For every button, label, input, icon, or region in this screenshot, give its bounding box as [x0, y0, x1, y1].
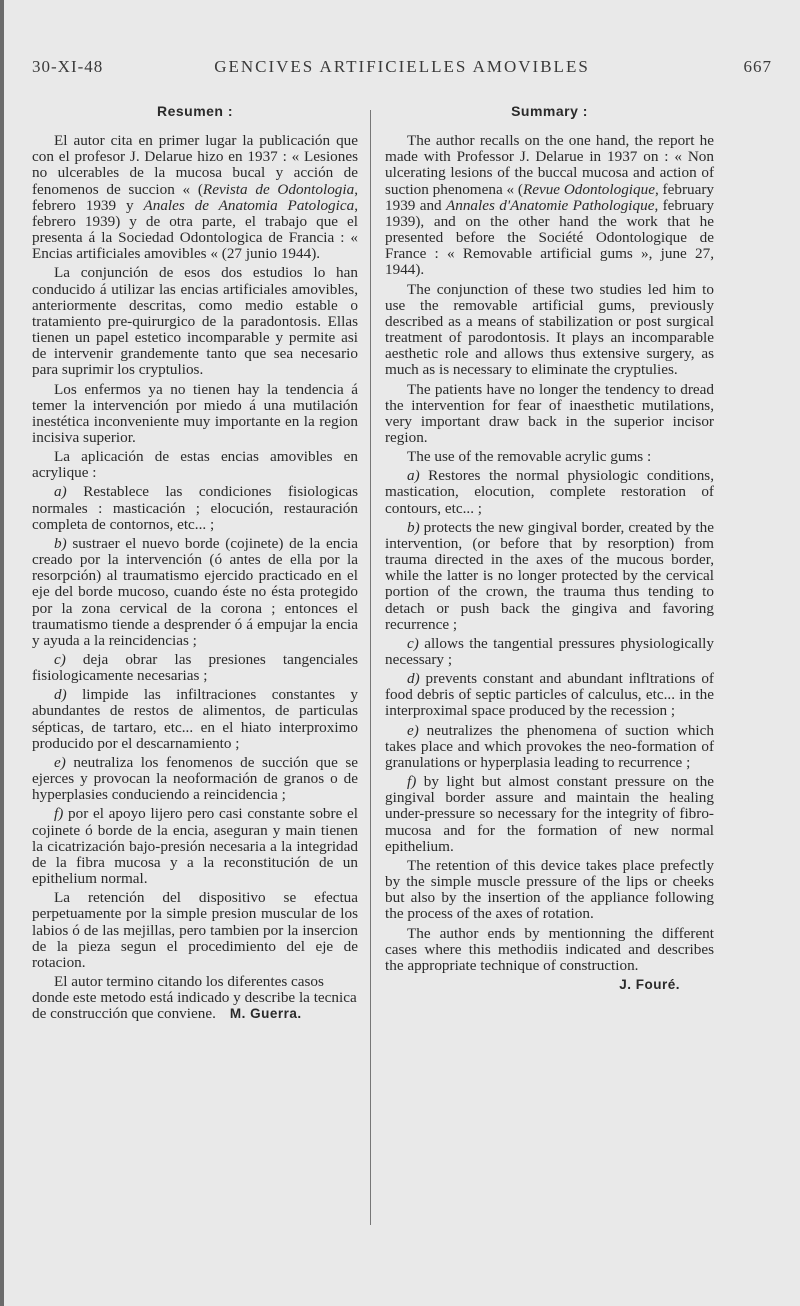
summary-paragraph-4: The use of the removable acrylic gums : [407, 448, 652, 466]
summary-item-a: a) Restores the normal physiologic conditions, mastication, elocution, complete restoration of contours, etc... ; [385, 467, 714, 517]
item-label: e) [54, 753, 66, 771]
summary-item-b: b) protects the new gingival border, created by the intervention, (or before that by resorption) from trauma directed in the axes of the mucous border, while the latter is no longer protected by the cervical portion of the crown, the trauma thus tending to detach or push back the gingiva and favoring recurrence ; [385, 518, 714, 633]
summary-paragraph-6: The author ends by mentionning the different cases where this methodiis indicated and describes the appropriate technique of construction. [385, 924, 714, 974]
page-edge [0, 0, 4, 1306]
resumen-item-a: a) Restablece las condiciones fisiologicas normales : masticación ; elocución, restauración completa de contornos, etc... ; [32, 483, 358, 533]
summary-item-f: f) by light but almost constant pressure on the gingival border assure and maintain the healing under-pressure so necessary for the integrity of fibro-mucosa and for the formation of new normal epithelium. [385, 773, 714, 855]
resumen-item-c: c) deja obrar las presiones tangenciales fisiologicamente necesarias ; [32, 651, 358, 685]
author-signature: J. Fouré. [619, 976, 680, 992]
summary-paragraph-1: The author recalls on the one hand, the report he made with Professor J. Delarue in 1937 on : « Non ulcerating lesions of the buccal mucosa and action of suction phenomena « (Revue Odontologique, february 1939 and Annales d'Anatomie Pathologique, february 1939), and on the other hand the work that he presented before the Société Odontologique de France : « Removable artificial gums », june 27, 1944). [385, 132, 714, 279]
resumen-paragraph-1: El autor cita en primer lugar la publicación que con el profesor J. Delarue hizo en 1937 : « Lesiones no ulcerables de la mucosa bucal y acción de fenomenos de succion « (Revista de Odontologia, febrero 1939 y Anales de Anatomia Patologica, febrero 1939) y de otra parte, el trabajo que el presenta á la Sociedad Odontologica de Francia : « Encias artificiales amovibles « (27 junio 1944). [32, 132, 358, 263]
item-label: a) [54, 483, 67, 501]
item-label: c) [54, 651, 66, 668]
resumen-item-b: b) sustraer el nuevo borde (cojinete) de la encia creado por la intervención (ó antes de ella por la resorpción) al traumatismo ejercido practicado en el eje del borde mucoso, cuando éste no ésta protegido por la zona cervical de la corona ; entonces el traumatismo tiende a desprender ó á empujar la encia y ayuda a la reincidencias ; [32, 534, 358, 649]
item-label: d) [407, 670, 420, 688]
summary-item-c: c) allows the tangential pressures physiologically necessary ; [385, 634, 714, 668]
item-label: f) [407, 773, 417, 791]
resumen-heading: Resumen : [156, 103, 234, 119]
journal-title: Revista de Odontologia [202, 180, 355, 198]
item-label: e) [407, 721, 419, 739]
header-date: 30-XI-48 [32, 57, 104, 76]
summary-item-d: d) prevents constant and abundant infltrations of food debris of septic particles of calculus, etc... in the interproximal space produced by the recession ; [385, 670, 714, 720]
resumen-paragraph-4: La aplicación de estas encias amovibles en acrylique : [32, 448, 358, 482]
resumen-paragraph-6: El autor termino citando los diferentes casos donde este metodo está indicado y describe la tecnica de construcción que conviene. M. Guerra. [32, 972, 357, 1023]
item-label: c) [407, 634, 419, 652]
author-signature: M. Guerra. [229, 1006, 302, 1022]
column-divider [370, 110, 371, 1225]
running-header [32, 57, 772, 83]
resumen-paragraph-5: La retención del dispositivo se efectua perpetuamente por la simple presion muscular de los labios ó de las mejillas, pero tambien por la insercion de la pieza segun el procedimiento del eje de rotacion. [32, 889, 358, 971]
summary-paragraph-5: The retention of this device takes place prefectly by the simple muscle pressure of the lips or cheeks but also by the insertion of the appliance following the process of the axes of rotation. [385, 856, 714, 923]
page-number: 667 [743, 57, 772, 76]
summary-paragraph-3: The patients have no longer the tendency to dread the intervention for fear of inaesthetic mutilations, very important draw back in the superior incisor region. [385, 380, 714, 446]
resumen-item-d: d) limpide las infiltraciones constantes y abundantes de restos de alimentos, de particulas sépticas, de tartaro, etc... en el hiato interproximo producido por el descarnamiento ; [32, 686, 358, 752]
resumen-paragraph-2: La conjunción de esos dos estudios lo han conducido á utilizar las encias artificiales amovibles, anteriormente descritas, como medio estable o tratamiento pre-quirurgico de la paradontosis. Ellas tienen un papel estetico incomparable y permite asi de intervenir grandemente tanto que sea necesario para suprimir los cryptulios. [32, 264, 358, 379]
journal-title: Annales d'Anatomie Pathologique [445, 196, 655, 214]
summary-heading: Summary : [511, 103, 588, 119]
summary-column [385, 103, 714, 993]
resumen-item-e: e) neutraliza los fenomenos de succión que se ejerces y provocan la neoformación de granos o de hyperplasies conduciendo a reincidencia ; [32, 753, 358, 804]
journal-title: Anales de Anatomia Patologica [143, 196, 355, 214]
item-label: d) [54, 686, 67, 704]
item-label: f) [54, 805, 64, 823]
summary-paragraph-2: The conjunction of these two studies led him to use the removable artificial gums, previously described as a means of stabilization or post surgical treatment of parodontosis. It plays an incomparable aesthetic role and allows thus extensive surgery, as much as is necessary to eliminate the cryptulies. [385, 280, 714, 379]
resumen-paragraph-3: Los enfermos ya no tienen hay la tendencia á temer la intervención por miedo á una mutilación inestética inconveniente muy importante en la region incisiva superior. [32, 380, 358, 446]
header-title: GENCIVES ARTIFICIELLES AMOVIBLES [214, 57, 590, 76]
journal-title: Revue Odontologique [522, 180, 655, 198]
resumen-column [32, 103, 358, 1025]
summary-item-e: e) neutralizes the phenomena of suction which takes place and which provokes the neo-formation of granulations or hyperplasia leading to recurrence ; [385, 721, 714, 771]
resumen-item-f: f) por el apoyo lijero pero casi constante sobre el cojinete ó borde de la encia, aseguran y main tienen la cicatrización bajo-presión necesaria a la integridad de la fibra mucosa y a la reconstitución de un epithelium normal. [32, 805, 358, 888]
item-label: a) [407, 467, 420, 485]
item-label: b) [54, 534, 67, 552]
item-label: b) [407, 518, 420, 536]
